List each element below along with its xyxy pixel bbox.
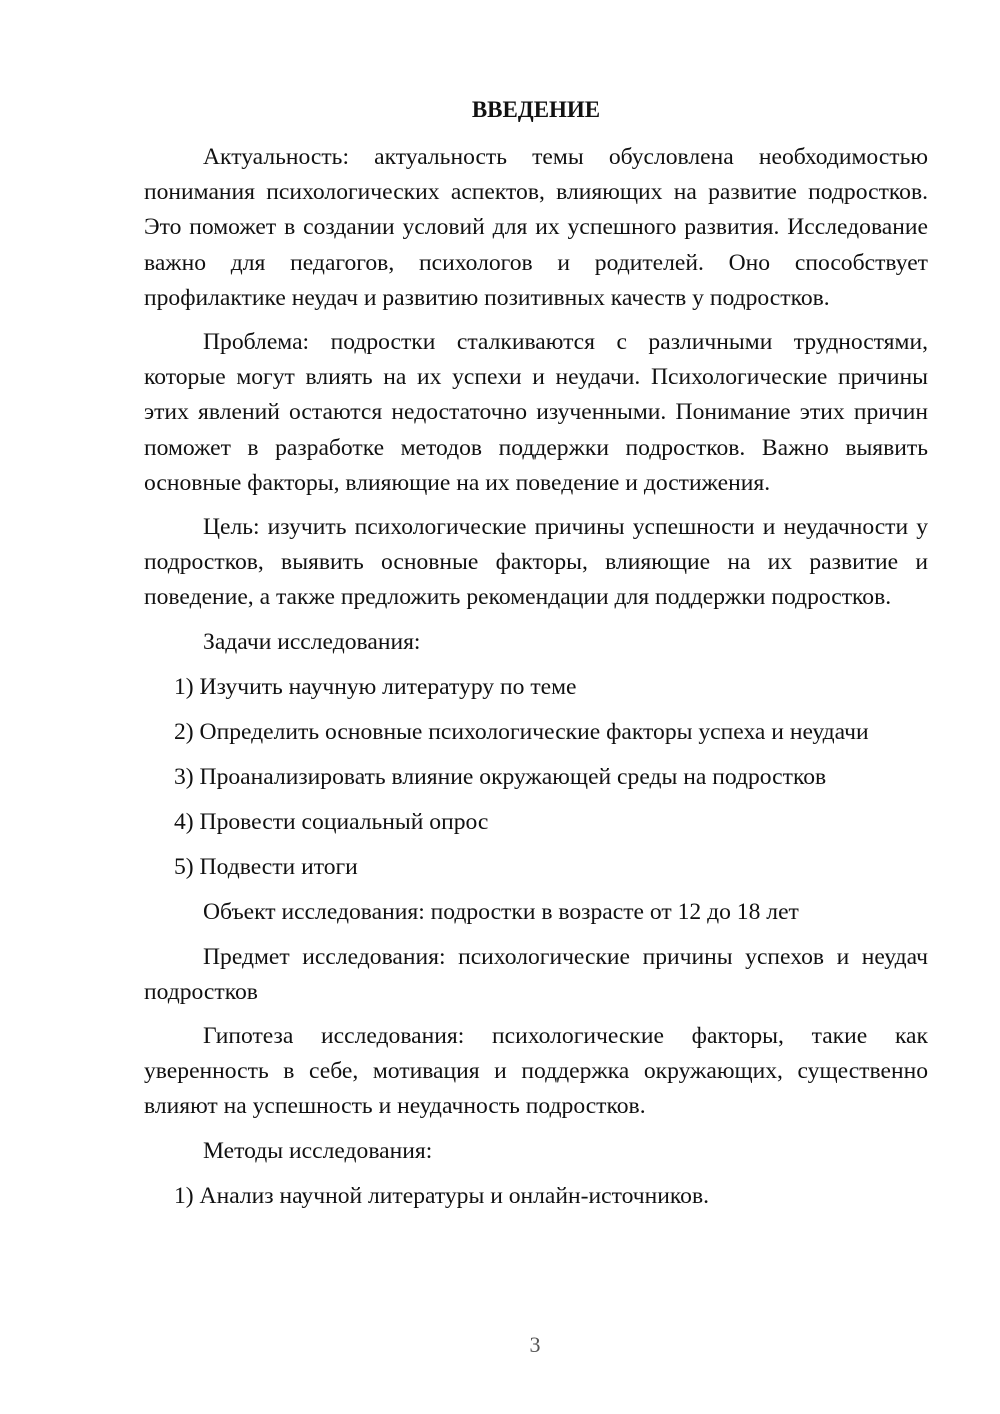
subject-paragraph: Предмет исследования: психологические причины успехов и неудач подростков <box>144 943 928 1005</box>
relevance-paragraph: Актуальность: актуальность темы обусловлена необходимостью понимания психологических аспектов, влияющих на развитие подростков. Это поможет в создании условий для их успешного развития. Исследование важно для педагогов, психологов и родителей. Оно способствует профилактике неудач и развитию позитивных качеств у подростков. <box>144 144 928 311</box>
page-number: 3 <box>529 1332 541 1357</box>
task-item-3: 3) Проанализировать влияние окружающей среды на подростков <box>174 763 827 790</box>
goal-paragraph: Цель: изучить психологические причины успешности и неудачности у подростков, выявить основные факторы, влияющие на их развитие и поведение, а также предложить рекомендации для поддержки подростков. <box>144 514 928 611</box>
task-item-1: 1) Изучить научную литературу по теме <box>174 673 577 700</box>
tasks-label: Задачи исследования: <box>203 628 421 655</box>
task-item-4: 4) Провести социальный опрос <box>174 808 489 835</box>
section-heading: ВВЕДЕНИЕ <box>471 97 601 122</box>
task-item-5: 5) Подвести итоги <box>174 853 358 880</box>
page-content <box>144 94 928 1224</box>
object-line: Объект исследования: подростки в возрасте от 12 до 18 лет <box>203 898 799 925</box>
hypothesis-paragraph: Гипотеза исследования: психологические факторы, такие как уверенность в себе, мотивация и поддержка окружающих, существенно влияют на успешность и неудачность подростков. <box>144 1023 928 1120</box>
method-item-1: 1) Анализ научной литературы и онлайн-источников. <box>174 1182 710 1209</box>
problem-paragraph: Проблема: подростки сталкиваются с различными трудностями, которые могут влиять на их успехи и неудачи. Психологические причины этих явлений остаются недостаточно изученными. Понимание этих причин поможет в разработке методов поддержки подростков. Важно выявить основные факторы, влияющие на их поведение и достижения. <box>144 329 928 496</box>
task-item-2: 2) Определить основные психологические факторы успеха и неудачи <box>174 718 869 745</box>
methods-label: Методы исследования: <box>203 1137 433 1164</box>
